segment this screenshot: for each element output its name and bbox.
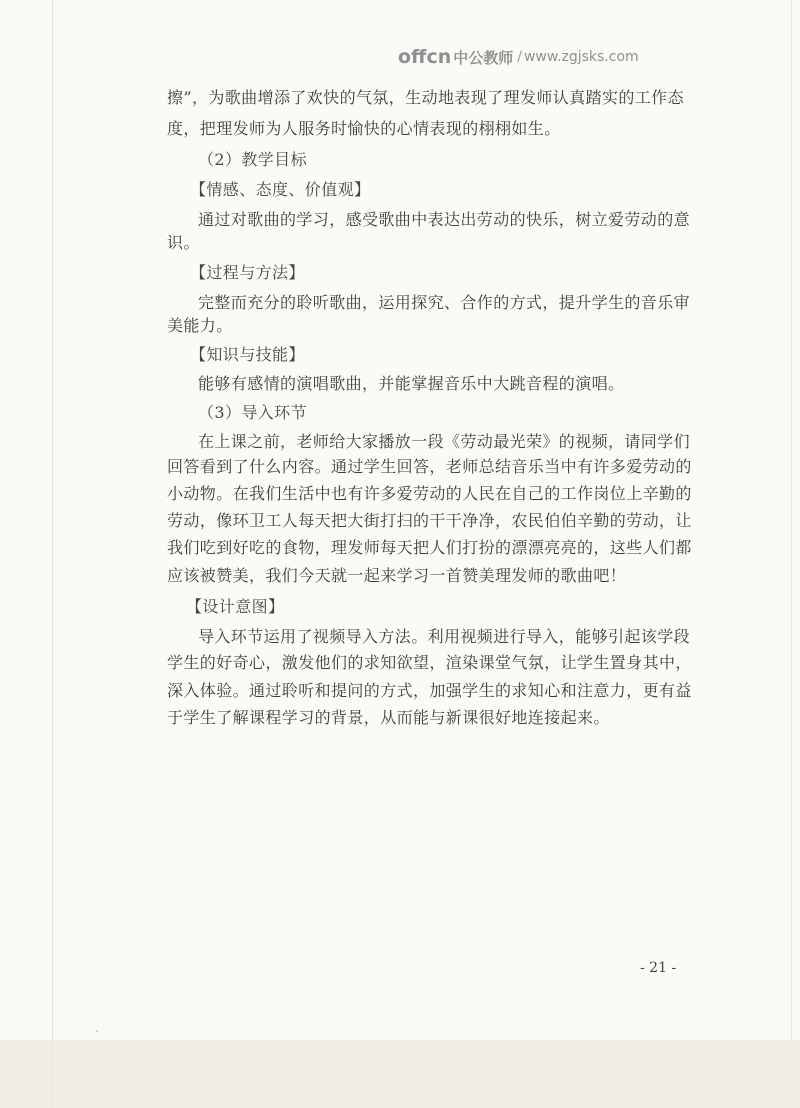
header-logo bbox=[398, 44, 639, 70]
text-line: 应该被赞美，我们今天就一起来学习一首赞美理发师的歌曲吧！ bbox=[167, 566, 627, 585]
text-line: 通过对歌曲的学习，感受歌曲中表达出劳动的快乐，树立爱劳动的意 bbox=[198, 210, 691, 229]
text-line: 识。 bbox=[167, 233, 200, 252]
brand-logo-text: offcn bbox=[398, 46, 452, 68]
text-line: 于学生了解课程学习的背景，从而能与新课很好地连接起来。 bbox=[167, 708, 610, 727]
subsection-heading: 【过程与方法】 bbox=[190, 263, 305, 282]
text-line: 导入环节运用了视频导入方法。利用视频进行导入，能够引起该学段 bbox=[198, 627, 691, 646]
text-line: 能够有感情的演唱歌曲，并能掌握音乐中大跳音程的演唱。 bbox=[198, 374, 625, 393]
subsection-heading: 【情感、态度、价值观】 bbox=[190, 180, 371, 199]
scan-speck bbox=[96, 1030, 98, 1032]
section-heading: （2）教学目标 bbox=[198, 150, 307, 169]
header-url: www.zgjsks.com bbox=[523, 49, 639, 65]
text-line: 劳动，像环卫工人每天把大街打扫的干干净净，农民伯伯辛勤的劳动，让 bbox=[167, 511, 692, 530]
page-number: - 21 - bbox=[640, 960, 677, 976]
text-line: 在上课之前，老师给大家播放一段《劳动最光荣》的视频，请同学们 bbox=[198, 432, 691, 451]
header-separator: / bbox=[517, 49, 522, 65]
text-line: 小动物。在我们生活中也有许多爱劳动的人民在自己的工作岗位上辛勤的 bbox=[167, 484, 692, 503]
brand-name: 中公教师 bbox=[453, 48, 514, 67]
text-line: 学生的好奇心，激发他们的求知欲望，渲染课堂气氛，让学生置身其中， bbox=[167, 653, 692, 672]
text-line: 美能力。 bbox=[167, 316, 233, 335]
scan-margin bbox=[0, 1040, 800, 1108]
scan-edge bbox=[52, 0, 53, 1108]
section-heading: （3）导入环节 bbox=[198, 403, 307, 422]
text-line: 深入体验。通过聆听和提问的方式，加强学生的求知心和注意力，更有益 bbox=[167, 681, 692, 700]
text-line: 回答看到了什么内容。通过学生回答，老师总结音乐当中有许多爱劳动的 bbox=[167, 457, 692, 476]
scan-edge bbox=[791, 0, 792, 1040]
text-line: 完整而充分的聆听歌曲，运用探究、合作的方式，提升学生的音乐审 bbox=[198, 293, 691, 312]
text-line: 我们吃到好吃的食物，理发师每天把人们打扮的漂漂亮亮的，这些人们都 bbox=[167, 538, 692, 557]
subsection-heading: 【知识与技能】 bbox=[190, 345, 305, 364]
text-line: 度，把理发师为人服务时愉快的心情表现的栩栩如生。 bbox=[167, 119, 561, 138]
subsection-heading: 【设计意图】 bbox=[186, 597, 285, 616]
text-line: 擦”，为歌曲增添了欢快的气氛，生动地表现了理发师认真踏实的工作态 bbox=[167, 88, 684, 107]
